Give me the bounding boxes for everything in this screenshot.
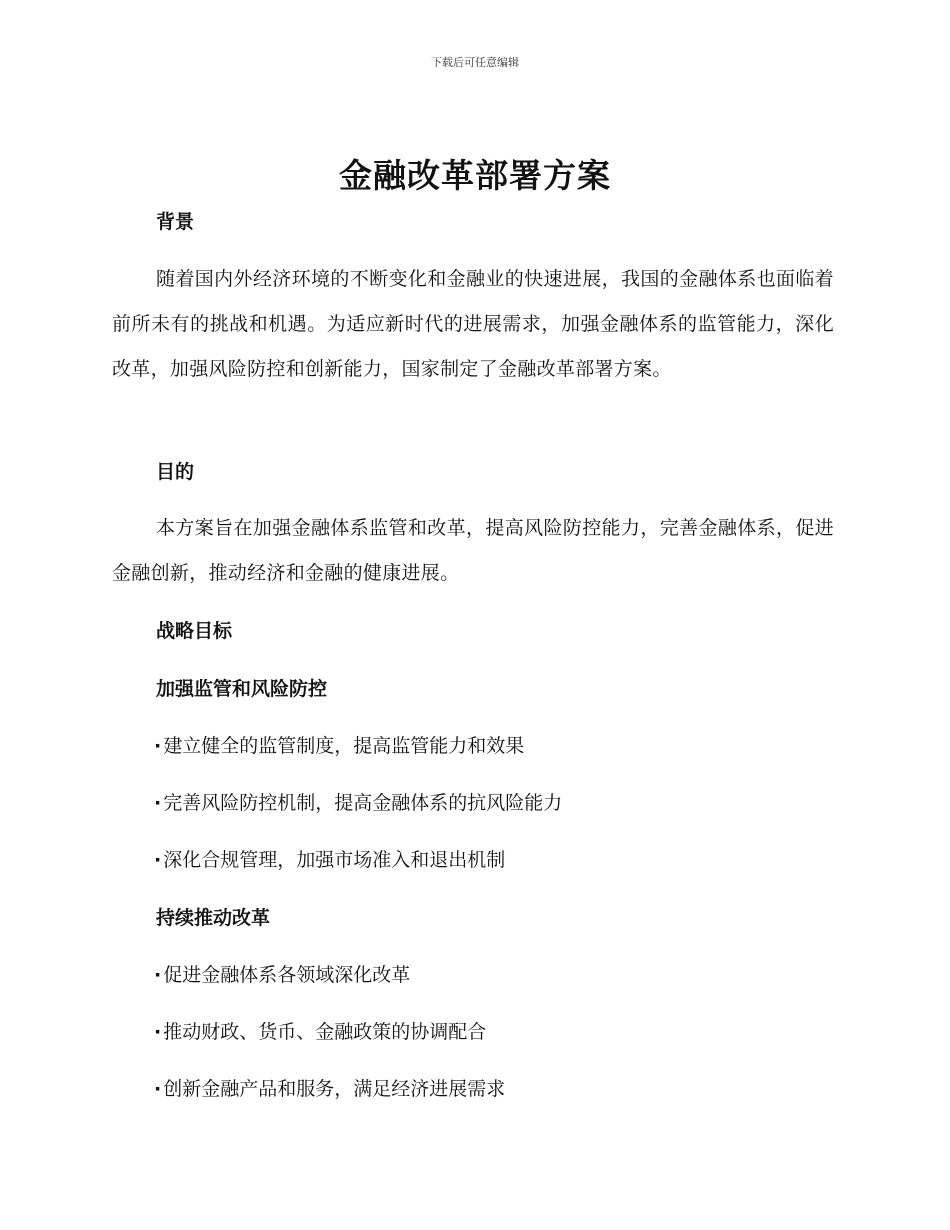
page-header-note: 下载后可任意编辑 xyxy=(431,56,519,69)
list-item xyxy=(154,1077,505,1101)
bullet-icon: · xyxy=(154,849,162,871)
list-item-text: 创新金融产品和服务，满足经济进展需求 xyxy=(163,1078,506,1100)
paragraph-background: 随着国内外经济环境的不断变化和金融业的快速进展，我国的金融体系也面临着前所未有的挑战和机遇。为适应新时代的进展需求，加强金融体系的监管能力，深化改革，加强风险防控和创新能力，国家制定了金融改革部署方案。 xyxy=(112,268,834,380)
bullet-icon: · xyxy=(154,735,162,757)
list-item xyxy=(154,848,505,872)
list-item-text: 完善风险防控机制，提高金融体系的抗风险能力 xyxy=(163,792,563,814)
heading-reform: 持续推动改革 xyxy=(156,907,271,929)
heading-regulation: 加强监管和风险防控 xyxy=(156,678,328,700)
list-item-text: 深化合规管理，加强市场准入和退出机制 xyxy=(163,849,506,871)
list-item xyxy=(154,963,410,987)
bullet-icon: · xyxy=(154,792,162,814)
heading-strategy: 战略目标 xyxy=(156,620,233,642)
heading-purpose: 目的 xyxy=(156,461,195,483)
bullet-icon: · xyxy=(154,964,162,986)
list-item xyxy=(154,734,524,758)
paragraph-purpose: 本方案旨在加强金融体系监管和改革，提高风险防控能力，完善金融体系，促进金融创新，推动经济和金融的健康进展。 xyxy=(112,517,834,584)
list-item-text: 促进金融体系各领域深化改革 xyxy=(163,964,411,986)
list-item xyxy=(154,791,562,815)
heading-background: 背景 xyxy=(156,211,195,233)
bullet-icon: · xyxy=(154,1078,162,1100)
bullet-icon: · xyxy=(154,1021,162,1043)
list-item-text: 建立健全的监管制度，提高监管能力和效果 xyxy=(163,735,525,757)
document-title: 金融改革部署方案 xyxy=(339,156,611,195)
list-item xyxy=(154,1020,486,1044)
list-item-text: 推动财政、货币、金融政策的协调配合 xyxy=(163,1021,487,1043)
